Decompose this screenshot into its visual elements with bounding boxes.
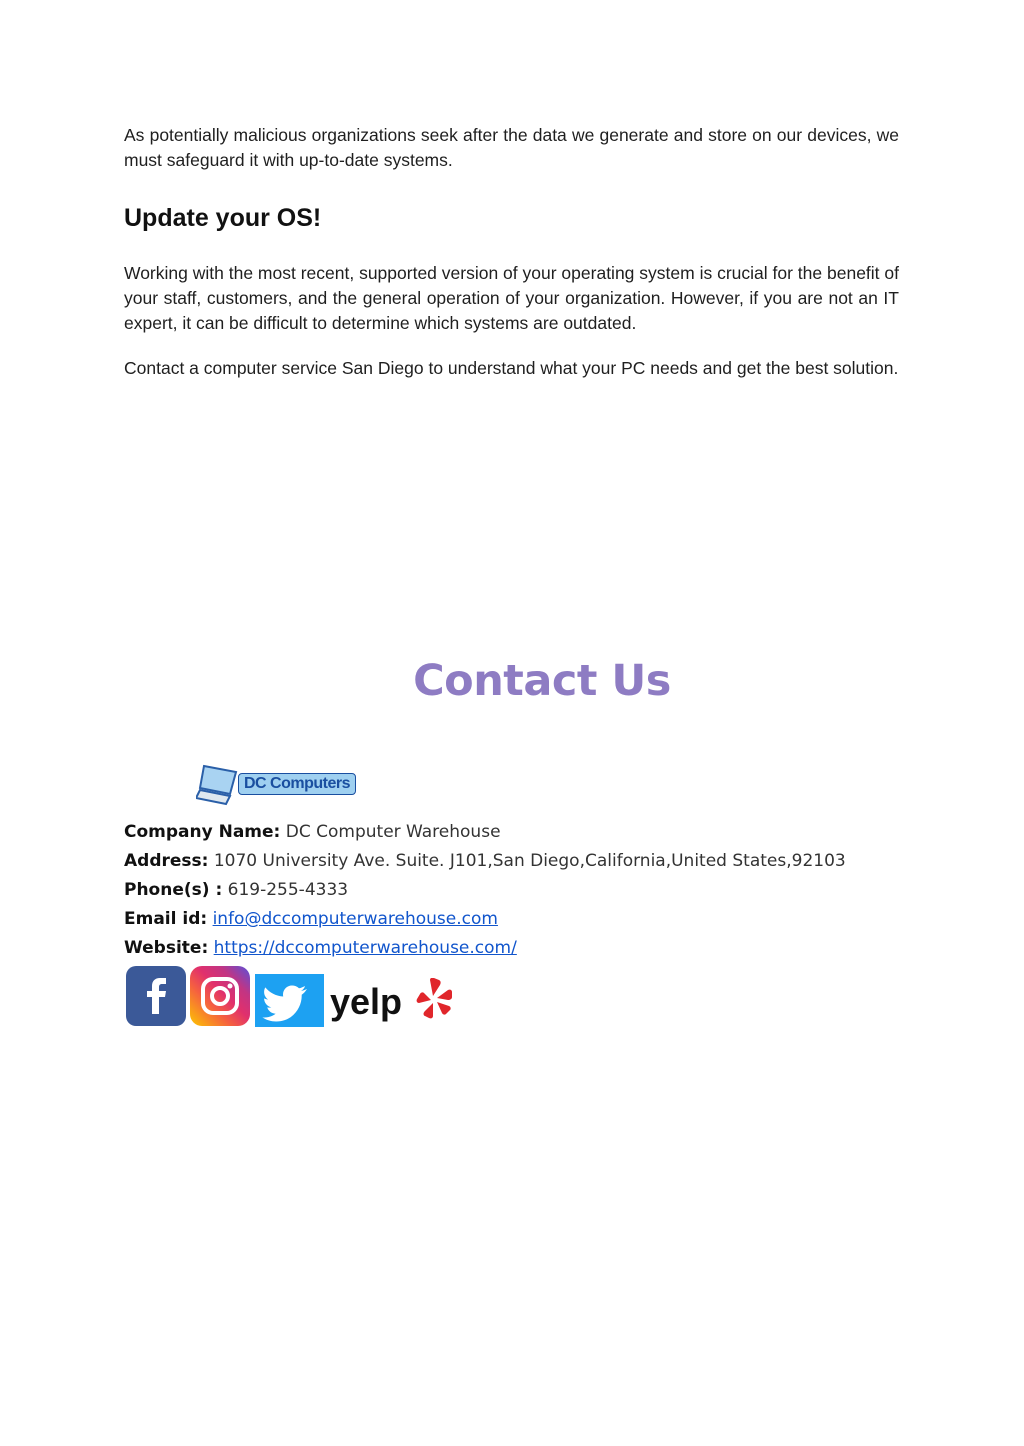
intro-paragraph: As potentially malicious organizations seek after the data we generate and store on our devices, we must safeguard it with up-to-date systems. (124, 125, 899, 170)
yelp-wordmark: yelp (330, 981, 403, 1022)
phone-line (124, 880, 348, 900)
company-name-value: DC Computer Warehouse (285, 822, 501, 842)
twitter-icon[interactable] (255, 974, 324, 1027)
website-line (124, 938, 517, 958)
phone-value: 619-255-4333 (227, 880, 349, 900)
instagram-icon[interactable] (190, 966, 250, 1026)
logo-text: DC Computers (238, 773, 356, 795)
laptop-icon (196, 764, 244, 806)
email-link[interactable]: info@dccomputerwarehouse.com (212, 909, 498, 929)
os-paragraph: Working with the most recent, supported version of your operating system is crucial for the benefit of your staff, customers, and the general operation of your organization. However, if you are not an IT expert, it can be difficult to determine which systems are outdated. (124, 263, 899, 333)
address-label: Address: (124, 851, 209, 871)
section-heading: Update your OS! (124, 204, 322, 232)
dc-computers-logo (196, 764, 356, 806)
email-line (124, 909, 498, 929)
website-link[interactable]: https://dccomputerwarehouse.com/ (213, 938, 517, 958)
company-name-line (124, 822, 501, 842)
email-label: Email id: (124, 909, 208, 929)
yelp-icon[interactable] (330, 978, 455, 1026)
contact-us-title: Contact Us (413, 656, 671, 706)
company-name-label: Company Name: (124, 822, 281, 842)
contact-paragraph: Contact a computer service San Diego to understand what your PC needs and get the best solution. (124, 358, 899, 378)
website-label: Website: (124, 938, 209, 958)
facebook-icon[interactable] (126, 966, 186, 1026)
address-line (124, 851, 846, 871)
phone-label: Phone(s) : (124, 880, 223, 900)
address-value: 1070 University Ave. Suite. J101,San Diego,California,United States,92103 (213, 851, 846, 871)
